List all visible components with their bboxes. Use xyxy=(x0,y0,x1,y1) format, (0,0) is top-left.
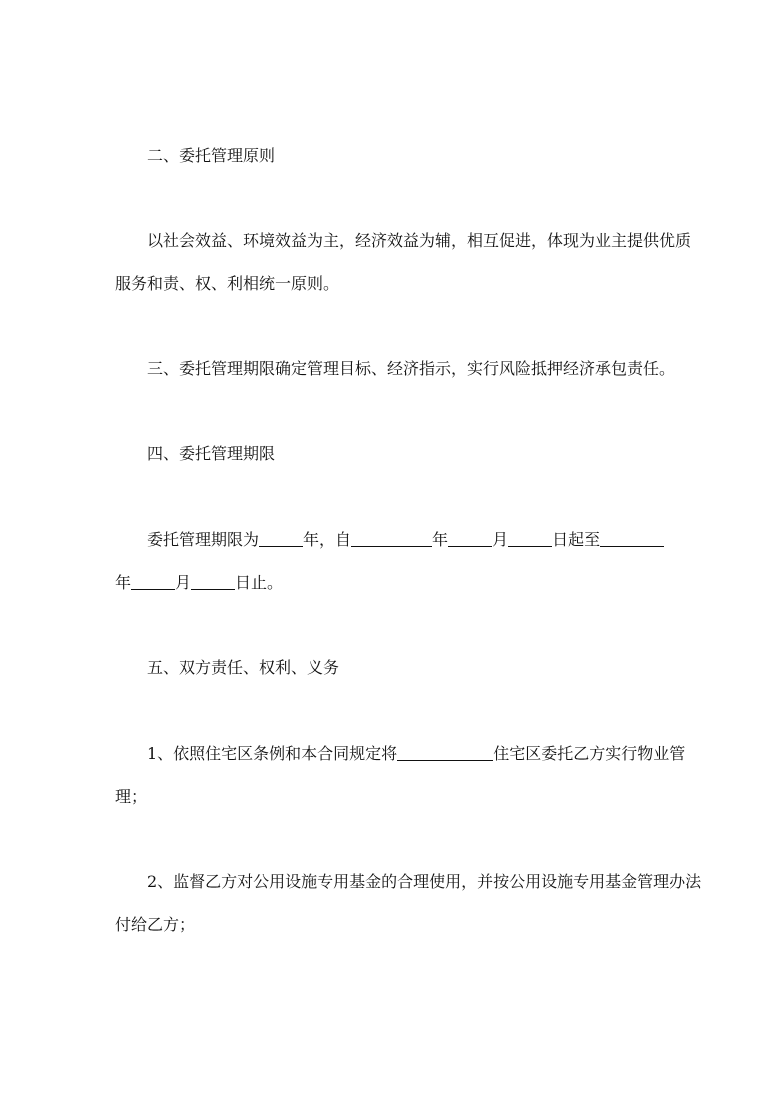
section-2-paragraph-line-1: 以社会效益、环境效益为主，经济效益为辅，相互促进，体现为业主提供优质 xyxy=(147,231,692,250)
end-year-label: 年 xyxy=(115,573,132,592)
section-3-heading: 三、委托管理期限确定管理目标、经济指示，实行风险抵押经济承包责任。 xyxy=(147,359,676,378)
end-month-blank[interactable] xyxy=(131,573,175,590)
section-2-heading: 二、委托管理原则 xyxy=(147,146,276,165)
residential-area-blank[interactable] xyxy=(397,744,493,761)
item-1-line-2: 理； xyxy=(115,787,148,806)
term-prefix: 委托管理期限为 xyxy=(147,530,260,549)
term-line-2 xyxy=(115,573,660,593)
end-day-blank[interactable] xyxy=(191,573,235,590)
start-year-label: 年 xyxy=(432,530,449,549)
section-4-heading: 四、委托管理期限 xyxy=(147,444,276,463)
start-month-blank[interactable] xyxy=(448,530,492,547)
day-end-label: 日止。 xyxy=(235,573,284,592)
start-day-blank[interactable] xyxy=(508,530,552,547)
from-label: ，自 xyxy=(319,530,352,549)
day-to-label: 日起至 xyxy=(552,530,601,549)
item-1-part-1: 1、依照住宅区条例和本合同规定将 xyxy=(147,744,398,763)
item-1-part-2: 住宅区委托乙方实行物业管 xyxy=(493,744,686,763)
term-years-blank[interactable] xyxy=(259,530,303,547)
item-1-line-1 xyxy=(147,744,692,764)
start-year-blank[interactable] xyxy=(351,530,432,547)
start-month-label: 月 xyxy=(492,530,509,549)
term-line-1 xyxy=(147,530,692,550)
item-2-line-2: 付给乙方； xyxy=(115,915,196,934)
end-month-label: 月 xyxy=(175,573,192,592)
section-2-paragraph-line-2: 服务和责、权、利相统一原则。 xyxy=(115,274,340,293)
end-year-blank[interactable] xyxy=(600,530,664,547)
item-2-line-1: 2、监督乙方对公用设施专用基金的合理使用，并按公用设施专用基金管理办法 xyxy=(147,872,702,891)
section-5-heading: 五、双方责任、权利、义务 xyxy=(147,658,340,677)
year-label: 年 xyxy=(303,530,320,549)
